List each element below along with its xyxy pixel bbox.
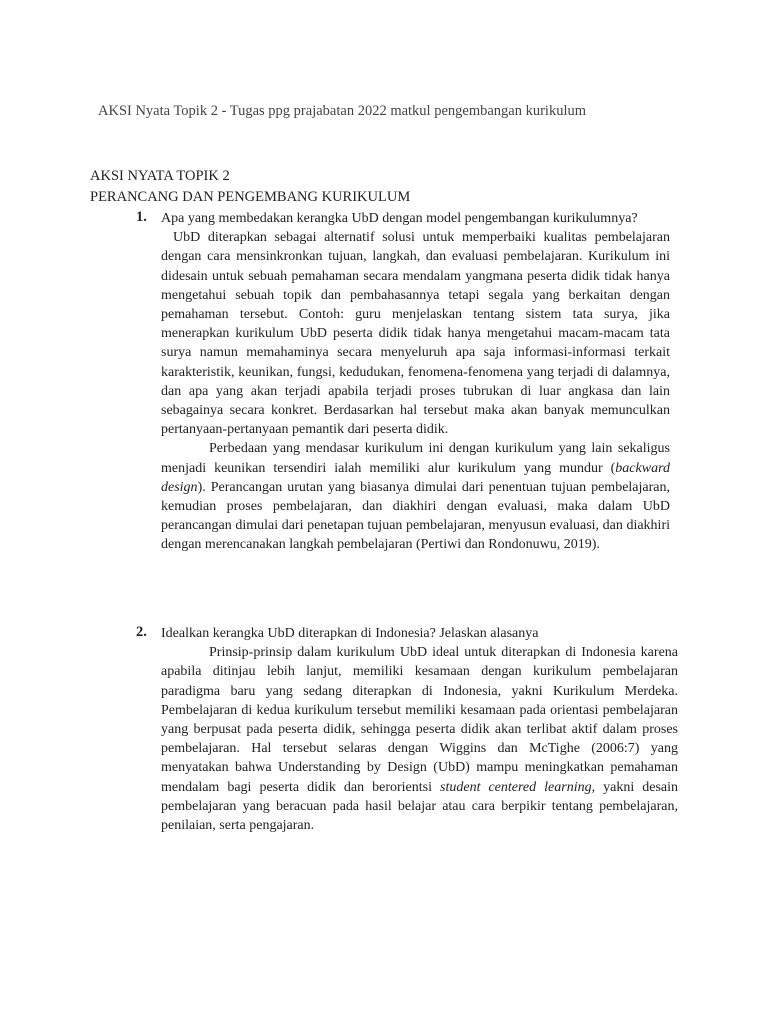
backward-design-term: backward design (161, 460, 670, 495)
answer-1-paragraph-1: UbD diterapkan sebagai alternatif solusi untuk memperbaiki kualitas pembelajaran dengan cara mensinkronkan tujuan, langkah, dan evaluasi pembelajaran. Kurikulum ini didesain untuk sebuah pemahaman secara mendalam yangmana peserta didik tidak hanya mengetahui sebuah topik dan pembahasannya tetapi segala yang berkaitan dengan pemahaman tersebut. Contoh: guru menjelaskan tentang sistem tata surya, jika menerapkan kurikulum UbD peserta didik tidak hanya mengetahui macam-macam tata surya namun memahaminya secara menyeluruh apa saja informasi-informasi terkait karakteristik, keunikan, fungsi, kedudukan, fenomena-fenomena yang terjadi di dalamnya, dan apa yang akan terjadi apabila terjadi proses tubrukan di luar angkasa dan lain sebagainya secara konkret. Berdasarkan hal tersebut maka akan banyak memunculkan pertanyaan-pertanyaan pemantik dari peserta didik. (161, 230, 670, 438)
heading-aksi-nyata: AKSI NYATA TOPIK 2 (90, 168, 230, 184)
answer-2-paragraph-1 (161, 643, 678, 835)
question-2-number: 2. (136, 624, 147, 640)
answer-1-p2-end: ). Perancangan urutan yang biasanya dimulai dari penentuan tujuan pembelajaran, kemudian proses pembelajaran, dan diakhiri dengan evaluasi, maka dalam UbD perancangan dimulai dari penetapan tujuan pembelajaran, menyusun evaluasi, dan diakhiri dengan merencanakan langkah pembelajaran (Pertiwi dan Rondonuwu, 2019). (161, 479, 670, 553)
question-1-number: 1. (136, 209, 147, 225)
answer-2-p1-start: Prinsip-prinsip dalam kurikulum UbD ideal untuk diterapkan di Indonesia karena apabila ditinjau lebih lanjut, memiliki kesamaan dengan kurikulum pembelajaran paradigma baru yang sedang diterapkan di Indonesia, yakni Kurikulum Merdeka. Pembelajaran di kedua kurikulum tersebut memiliki kesamaan pada orientasi pembelajaran yang berpusat pada peserta didik, sehingga peserta didik akan terlibat aktif dalam proses pembelajaran. Hal tersebut selaras dengan Wiggins dan McTighe (2006:7) yang menyatakan bahwa Understanding by Design (UbD) mampu meningkatkan pemahaman mendalam bagi peserta didik dan berorientsi (161, 645, 678, 795)
question-1-block (161, 209, 670, 555)
question-2-block (161, 624, 678, 835)
question-2-text: Idealkan kerangka UbD diterapkan di Indonesia? Jelaskan alasanya (161, 626, 539, 641)
answer-1-p2-start: Perbedaan yang mendasar kurikulum ini dengan kurikulum yang lain sekaligus menjadi keunikan tersendiri ialah memiliki alur kurikulum yang mundur ( (161, 441, 670, 476)
answer-1-paragraph-2 (161, 439, 670, 554)
answer-2-p1-end: yakni desain pembelajaran yang beracuan pada hasil belajar atau cara berpikir tentang pembelajaran, penilaian, serta pengajaran. (161, 779, 679, 834)
heading-perancang: PERANCANG DAN PENGEMBANG KURIKULUM (90, 189, 411, 205)
question-1-text: Apa yang membedakan kerangka UbD dengan model pengembangan kurikulumnya? (161, 211, 638, 226)
student-centered-term: student centered learning, (440, 779, 596, 795)
document-title: AKSI Nyata Topik 2 - Tugas ppg prajabatan 2022 matkul pengembangan kurikulum (98, 103, 587, 119)
